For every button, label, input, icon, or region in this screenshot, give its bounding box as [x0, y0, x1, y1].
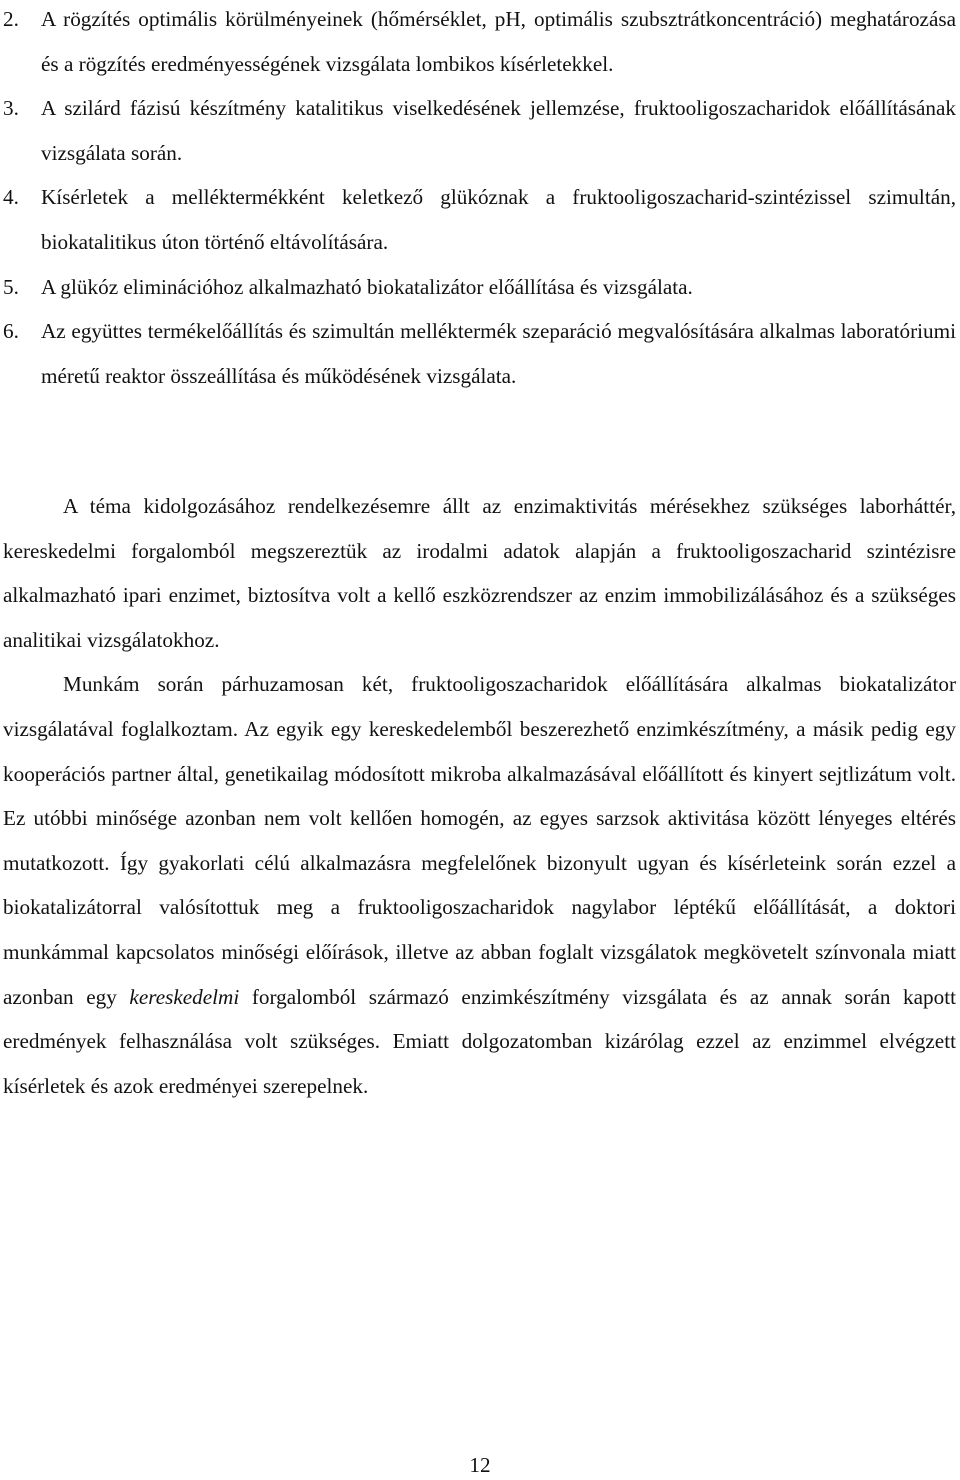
- list-item-text: A rögzítés optimális körülményeinek (hőmérséklet, pH, optimális szubsztrátkoncentráció) meghatározása és a rögzítés eredményességének vizsgálata lombikos kísérletekkel.: [41, 7, 956, 76]
- list-item-number: 5.: [3, 274, 19, 299]
- list-item-number: 2.: [3, 7, 19, 31]
- list-item: [3, 265, 956, 310]
- body-text: [3, 484, 956, 1108]
- page-number: 12: [469, 1453, 491, 1477]
- list-item-text: Kísérletek a melléktermékként keletkező glükóznak a fruktooligoszacharid-szintézissel szimultán, biokatalitikus úton történő eltávolítására.: [41, 185, 956, 254]
- list-item-number: 6.: [3, 319, 19, 344]
- list-item-text: Az együttes termékelőállítás és szimultán melléktermék szeparáció megvalósítására alkalmas laboratóriumi méretű reaktor összeállítása és működésének vizsgálata.: [41, 319, 956, 388]
- paragraph-resources: A téma kidolgozásához rendelkezésemre állt az enzimaktivitás mérésekhez szükséges laborháttér, kereskedelmi forgalomból megszereztük az irodalmi adatok alapján a fruktooligoszacharid szintézisre alkalmazható ipari enzimet, biztosítva volt a kellő eszközrendszer az enzim immobilizálásához és a szükséges analitikai vizsgálatokhoz.: [3, 494, 956, 652]
- list-item-text: A szilárd fázisú készítmény katalitikus viselkedésének jellemzése, fruktooligoszacharidok előállításának vizsgálata során.: [41, 96, 956, 165]
- paragraph-work: [3, 662, 956, 1108]
- list-item-number: 4.: [3, 185, 19, 210]
- paragraph-work-text-start: Munkám során párhuzamosan két, fruktooligoszacharidok előállítására alkalmas biokatalizátor vizsgálatával foglalkoztam. Az egyik egy kereskedelemből beszerezhető enzimkészítmény, a másik pedig egy kooperációs partner által, genetikailag módosított mikroba alkalmazásával előállított és kinyert sejtlizátum volt. Ez utóbbi minősége azonban nem volt kellően homogén, az egyes sarzsok aktivitása között lényeges eltérés mutatkozott. Így gyakorlati célú alkalmazásra megfelelőnek bizonyult ugyan és kísérleteink során ezzel a biokatalizátorral valósítottuk meg a fruktooligoszacharidok nagylabor léptékű előállítását, a doktori munkámmal kapcsolatos minőségi előírások, illetve az abban foglalt vizsgálatok megkövetelt színvonala miatt azonban egy: [3, 672, 956, 1009]
- list-item: [3, 175, 956, 264]
- objectives-list: [3, 0, 956, 398]
- list-item-number: 3.: [3, 96, 19, 121]
- list-item: [3, 0, 956, 86]
- list-item: [3, 86, 956, 175]
- list-item: [3, 309, 956, 398]
- paragraph-work-text-end: forgalomból származó enzimkészítmény vizsgálata és az annak során kapott eredmények felhasználása volt szükséges. Emiatt dolgozatomban kizárólag ezzel az enzimmel elvégzett kísérletek és azok eredményei szerepelnek.: [3, 984, 956, 1098]
- italic-word: kereskedelmi: [129, 984, 240, 1009]
- list-item-text: A glükóz eliminációhoz alkalmazható biokatalizátor előállítása és vizsgálata.: [41, 274, 693, 299]
